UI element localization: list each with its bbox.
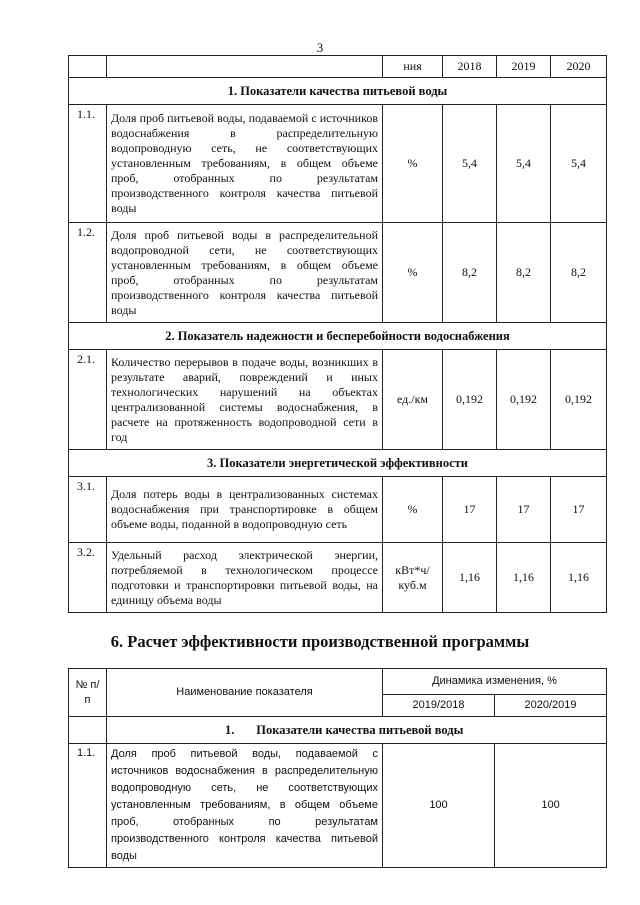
table-row	[69, 477, 607, 543]
section-title: 1. Показатели качества питьевой воды	[69, 78, 607, 105]
row-number: 1.1.	[69, 744, 107, 868]
row-value: 5,4	[551, 105, 607, 223]
efficiency-table	[68, 668, 607, 868]
row-unit: кВт*ч/ куб.м	[383, 543, 443, 613]
period-header: 2019/2018	[383, 695, 495, 717]
row-description: Удельный расход электрической энергии, потребляемой в технологическом процессе подготовки и транспортировки питьевой воды, на единицу объема воды	[107, 543, 383, 613]
page-number: 3	[316, 40, 324, 55]
indicators-table	[68, 55, 607, 613]
row-number: 1.2.	[69, 223, 107, 323]
row-value: 100	[495, 744, 607, 868]
section-title: 2. Показатель надежности и бесперебойности водоснабжения	[69, 323, 607, 350]
row-value: 0,192	[443, 350, 497, 450]
row-value: 5,4	[443, 105, 497, 223]
section-name: Показатели качества питьевой воды	[256, 722, 464, 737]
table-row	[69, 223, 607, 323]
section-row	[69, 717, 607, 744]
row-number: 2.1.	[69, 350, 107, 450]
row-description: Доля проб питьевой воды, подаваемой с источников водоснабжения в распределительную водопроводную сеть, не соответствующих установленным требованиям, в общем объеме проб, отобранных по результатам производственного контроля качества питьевой воды	[107, 105, 383, 223]
section-number: 1.	[225, 722, 235, 737]
row-description: Количество перерывов в подаче воды, возникших в результате аварий, повреждений и иных технологических нарушений на объектах централизованной системы водоснабжения, в расчете на протяженность водопроводной сети в год	[107, 350, 383, 450]
row-description: Доля потерь воды в централизованных системах водоснабжения при транспортировке в общем объеме воды, поданной в водопроводную сеть	[107, 477, 383, 543]
unit-header: ния	[383, 56, 443, 78]
row-value: 8,2	[497, 223, 551, 323]
dynamics-header: Динамика изменения, %	[383, 669, 607, 695]
row-value: 17	[497, 477, 551, 543]
year-header: 2018	[443, 56, 497, 78]
table-row	[69, 744, 607, 868]
row-value: 1,16	[551, 543, 607, 613]
row-number: 1.1.	[69, 105, 107, 223]
section-title: 3. Показатели энергетической эффективности	[69, 450, 607, 477]
row-unit: %	[383, 477, 443, 543]
row-value: 0,192	[551, 350, 607, 450]
row-number: 3.2.	[69, 543, 107, 613]
number-header: № п/п	[69, 669, 107, 717]
row-value: 1,16	[497, 543, 551, 613]
row-value: 100	[383, 744, 495, 868]
row-unit: %	[383, 223, 443, 323]
table-row	[69, 105, 607, 223]
table-header-row	[69, 56, 607, 78]
row-value: 8,2	[443, 223, 497, 323]
table-header-row	[69, 669, 607, 695]
row-value: 8,2	[551, 223, 607, 323]
section-row	[69, 323, 607, 350]
section-6-title: 6. Расчет эффективности производственной программы	[110, 632, 530, 651]
row-number: 3.1.	[69, 477, 107, 543]
row-description: Доля проб питьевой воды, подаваемой с источников водоснабжения в распределительную водопроводную сеть, не соответствующих установленным требованиям, в общем объеме проб, отобранных по результатам производственного контроля качества питьевой воды	[107, 744, 383, 868]
row-value: 1,16	[443, 543, 497, 613]
section-title	[107, 717, 607, 744]
year-header: 2020	[551, 56, 607, 78]
row-description: Доля проб питьевой воды в распределительной водопроводной сети, не соответствующих установленным требованиям, в общем объеме проб, отобранных по результатам производственного контроля качества питьевой воды	[107, 223, 383, 323]
row-value: 17	[551, 477, 607, 543]
row-value: 5,4	[497, 105, 551, 223]
row-value: 17	[443, 477, 497, 543]
table-row	[69, 350, 607, 450]
name-header: Наименование показателя	[107, 669, 383, 717]
section-row	[69, 78, 607, 105]
row-unit: ед./км	[383, 350, 443, 450]
row-value: 0,192	[497, 350, 551, 450]
row-unit: %	[383, 105, 443, 223]
table-row	[69, 543, 607, 613]
year-header: 2019	[497, 56, 551, 78]
section-row	[69, 450, 607, 477]
period-header: 2020/2019	[495, 695, 607, 717]
